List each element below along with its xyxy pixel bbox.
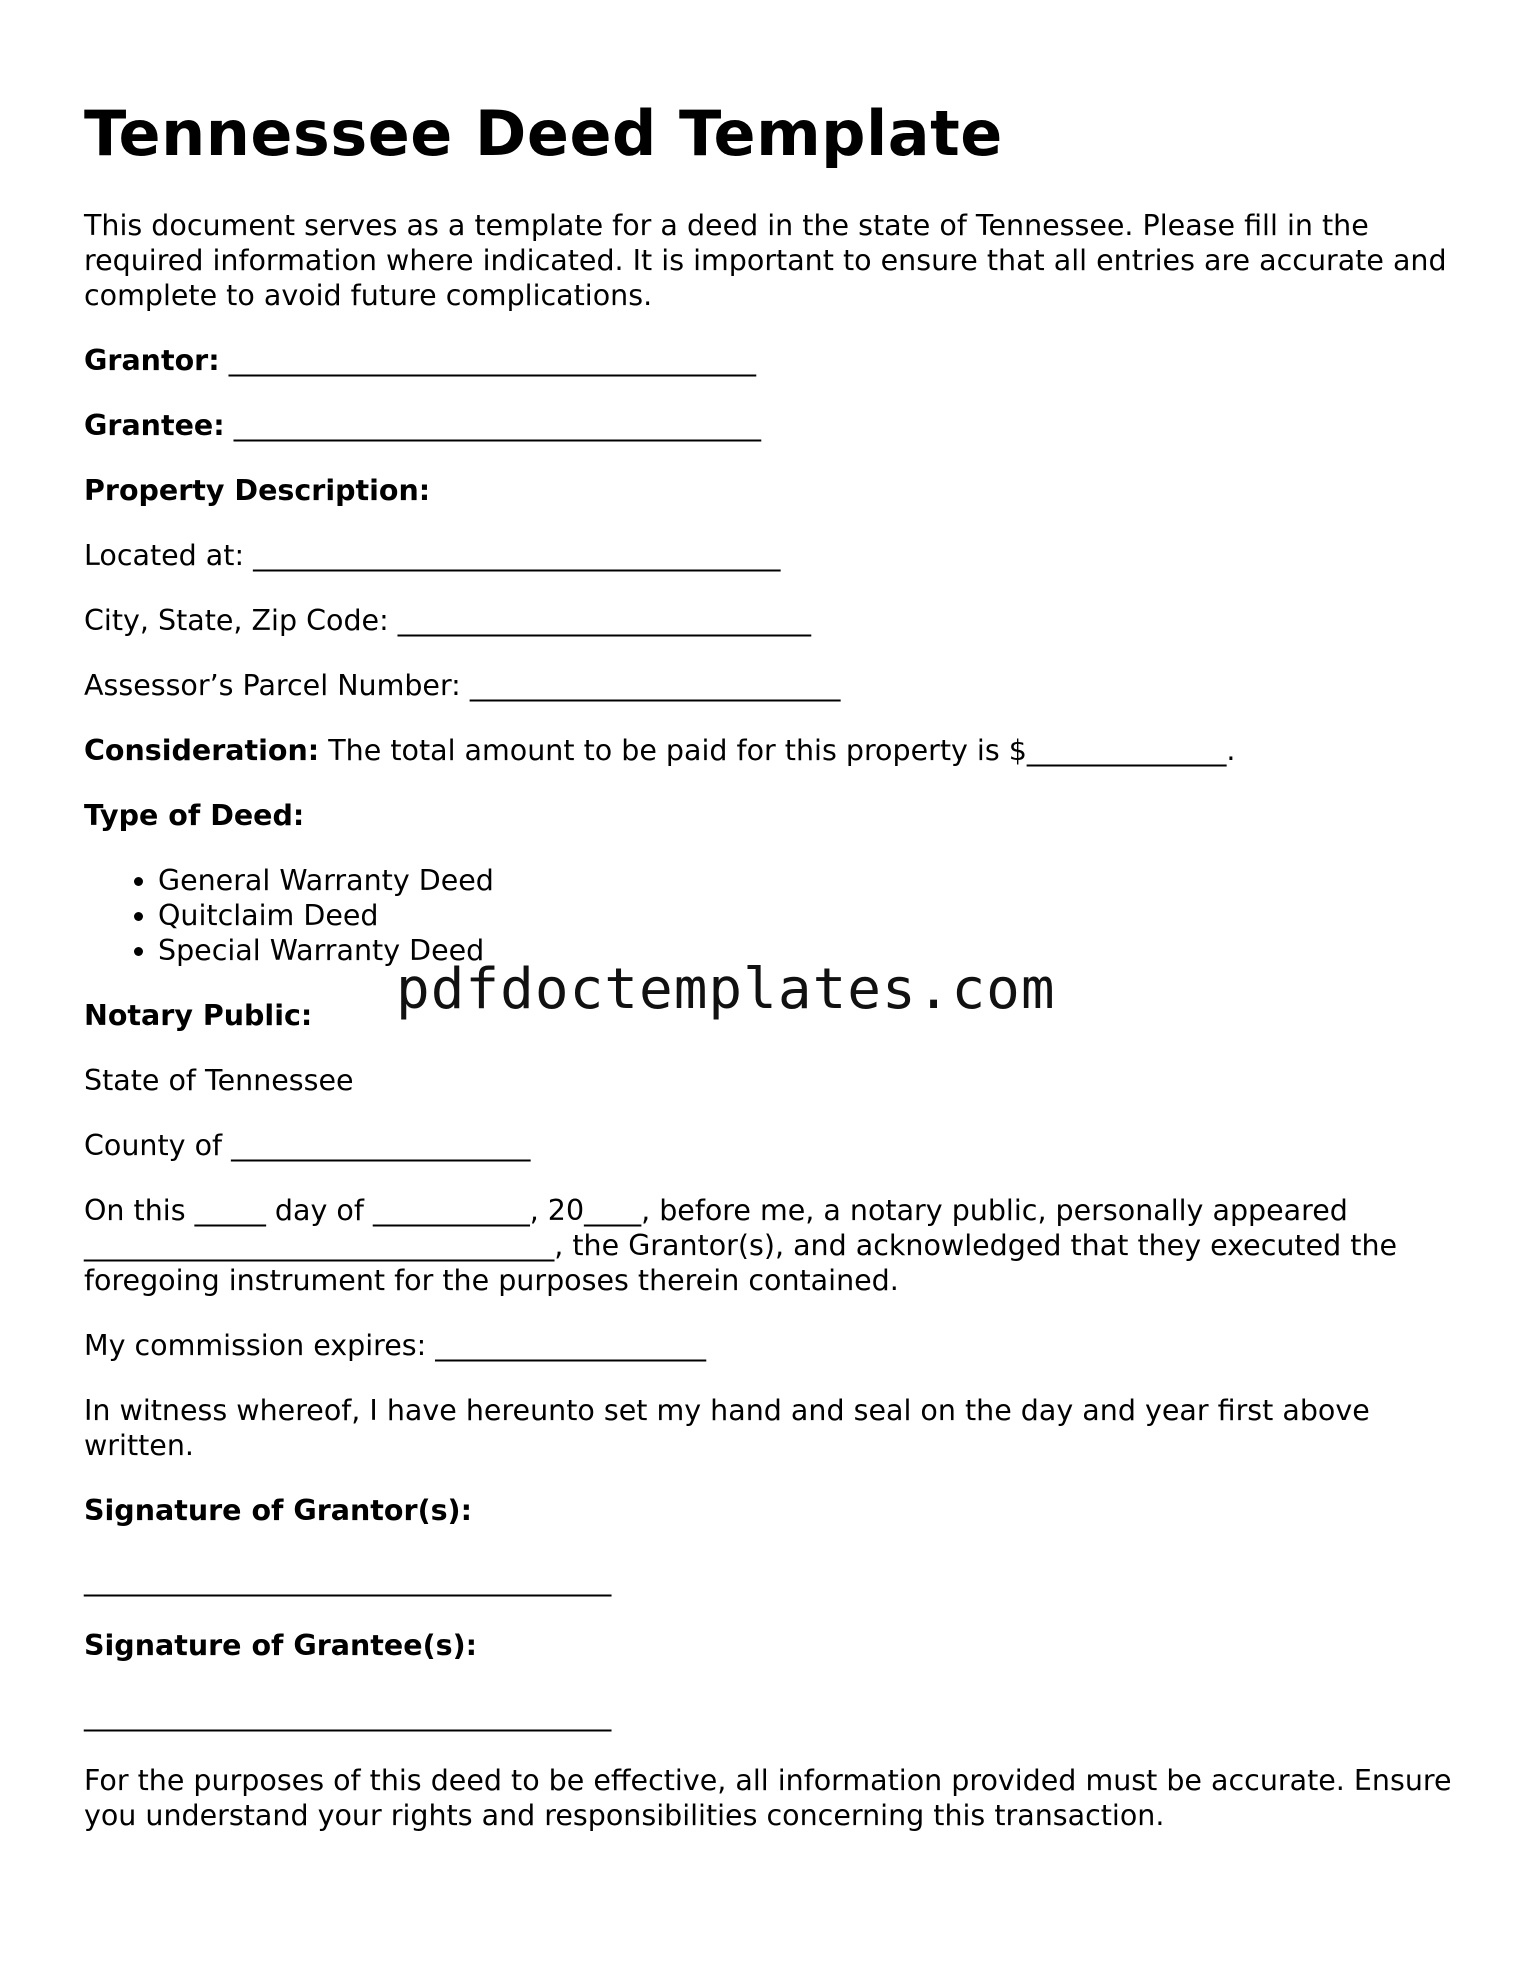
closing-paragraph: For the purposes of this deed to be effective, all information provided must be accurate. Ensure you understand your rights and responsibilities concerning this transaction. [84,1764,1452,1832]
deed-type-option: • General Warranty Deed [158,863,1454,898]
consideration-field [84,733,1454,768]
grantee-field [84,408,1454,443]
grantee-signature-heading: Signature of Grantee(s): [84,1629,478,1662]
grantor-signature-heading: Signature of Grantor(s): [84,1494,472,1527]
consideration-label: Consideration: [84,734,320,767]
consideration-text: The total amount to be paid for this property is $______________. [319,734,1236,767]
grantor-label: Grantor: [84,344,220,377]
parcel-number-field: Assessor’s Parcel Number: __________________________ [84,669,841,702]
intro-paragraph: This document serves as a template for a deed in the state of Tennessee. Please fill in the required information where indicated. It is important to ensure that all entries are accurate and complete to avoid future complications. [84,209,1447,312]
grantor-field [84,343,1454,378]
deed-type-option: • Quitclaim Deed [158,898,1454,933]
grantor-signature-line: _____________________________________ [84,1564,612,1597]
grantee-blank: _____________________________________ [224,409,761,442]
city-state-zip-field: City, State, Zip Code: _____________________________ [84,604,812,637]
grantee-label: Grantee: [84,409,225,442]
notary-state: State of Tennessee [84,1064,354,1097]
watermark: pdfdoctemplates.com [396,957,1056,1022]
witness-paragraph: In witness whereof, I have hereunto set my hand and seal on the day and year first above written. [84,1394,1370,1462]
located-at-field: Located at: _____________________________________ [84,539,781,572]
property-description-heading: Property Description: [84,474,431,507]
commission-expires-field: My commission expires: ___________________ [84,1329,707,1362]
deed-type-heading: Type of Deed: [84,799,305,832]
page-title: Tennessee Deed Template [84,97,1003,170]
grantor-blank: _____________________________________ [219,344,756,377]
deed-type-list [84,863,1454,968]
notary-appearance-paragraph: On this _____ day of ___________, 20____, before me, a notary public, personally appeared _________________________________, the Grantor(s), and acknowledged that they executed the foregoing instrument for the purposes therein contained. [84,1194,1398,1297]
deed-type-option: • Special Warranty Deed [158,933,1454,968]
notary-heading: Notary Public: [84,999,313,1032]
notary-county-field: County of _____________________ [84,1129,531,1162]
grantee-signature-line: _____________________________________ [84,1699,612,1732]
